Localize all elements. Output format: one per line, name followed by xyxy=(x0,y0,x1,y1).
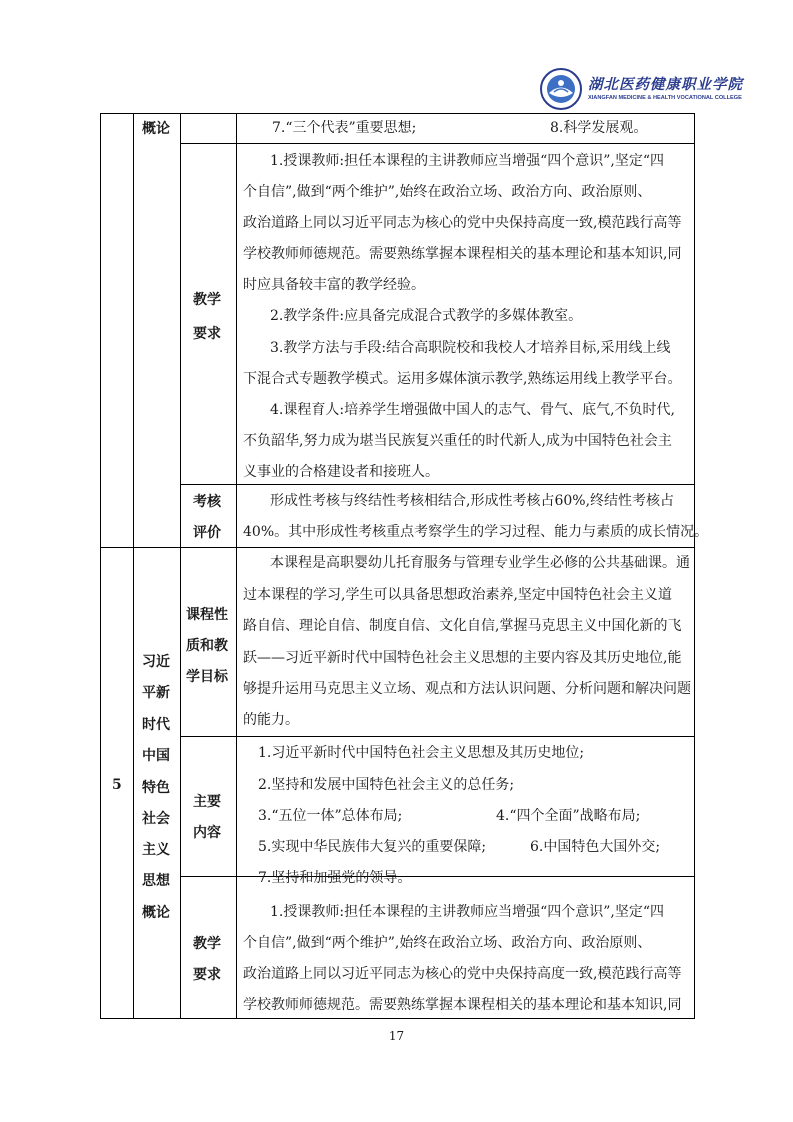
row-number: 5 xyxy=(112,777,122,793)
content-item: 3.“五位一体”总体布局; xyxy=(258,808,403,824)
content-item: 2.坚持和发展中国特色社会主义的总任务; xyxy=(258,777,515,793)
course-name-tail: 概论 xyxy=(142,121,170,137)
content-item-7: 7.“三个代表”重要思想; xyxy=(272,120,417,136)
content-label-1: 主要 xyxy=(193,794,221,810)
assess-label-2: 评价 xyxy=(193,525,221,541)
content-item: 4.“四个全面”战略布局; xyxy=(496,808,641,824)
teaching-req-label-2: 要求 xyxy=(193,326,221,342)
content-label-2: 内容 xyxy=(193,825,221,841)
content-item: 5.实现中华民族伟大复兴的重要保障; xyxy=(258,839,487,855)
teaching-req-label-1: 教学 xyxy=(193,292,221,308)
teaching-req-label-b1: 教学 xyxy=(193,936,221,952)
college-name-cn: 湖北医药健康职业学院 xyxy=(588,76,743,93)
content-item: 7.坚持和加强党的领导。 xyxy=(258,870,412,886)
college-name-en: XIANGFAN MEDICINE & HEALTH VOCATIONAL COLLEGE xyxy=(588,95,742,101)
teaching-req-label-b2: 要求 xyxy=(193,967,221,983)
content-item-8: 8.科学发展观。 xyxy=(550,120,648,136)
college-logo xyxy=(540,68,743,112)
content-item: 6.中国特色大国外交; xyxy=(530,839,661,855)
page-number: 17 xyxy=(388,1029,405,1043)
content-item: 1.习近平新时代中国特色社会主义思想及其历史地位; xyxy=(258,745,585,761)
college-emblem-icon xyxy=(540,68,582,110)
assess-label-1: 考核 xyxy=(193,494,221,510)
